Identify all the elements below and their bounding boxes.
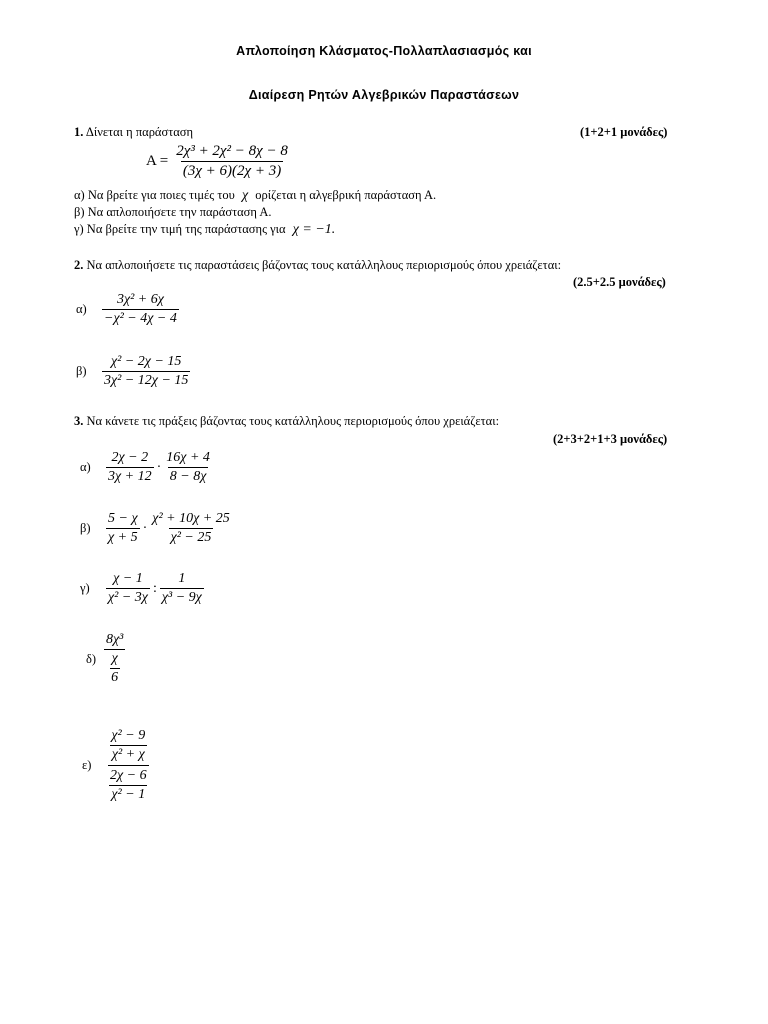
q1-fraction (174, 143, 290, 180)
q3-d-label: δ) (86, 651, 97, 666)
q1-c-pre: γ) Να βρείτε την τιμή της παράστασης για (74, 222, 286, 236)
q1-part-c (74, 222, 335, 238)
q1-denominator: (3χ + 6)(2χ + 3) (182, 163, 282, 179)
q3-d-top: 8χ³ (104, 632, 125, 650)
q1-expression (143, 143, 290, 180)
q2-a-numerator: 3χ² + 6χ (116, 292, 164, 307)
q3-b-operator: · (142, 520, 148, 536)
q3-b-fraction-2 (150, 511, 231, 546)
q3-item-e (82, 728, 149, 803)
q3-c-f2-numerator: 1 (178, 571, 186, 586)
q3-c-operator: : (152, 580, 157, 596)
q3-item-b (80, 511, 232, 546)
q2-a-label: α) (76, 302, 87, 316)
q3-statement (74, 414, 499, 429)
q3-e-upper-numerator: χ² − 9 (111, 728, 146, 743)
q3-e-label: ε) (82, 758, 92, 772)
q3-a-f2-denominator: 8 − 8χ (169, 469, 207, 484)
q1-part-b: β) Να απλοποιήσετε την παράσταση Α. (74, 205, 272, 219)
q3-b-f1-denominator: χ + 5 (108, 530, 138, 545)
q3-text: Να κάνετε τις πράξεις βάζοντας τους κατάλληλους περιορισμούς όπου χρειάζεται: (86, 414, 500, 428)
q3-b-f2-numerator: χ² + 10χ + 25 (152, 511, 230, 526)
q3-b-fraction-1 (106, 511, 140, 546)
q3-a-label: α) (80, 460, 91, 474)
q2-statement (74, 258, 561, 273)
q1-text: Δίνεται η παράσταση (85, 125, 194, 139)
q3-a-f2-numerator: 16χ + 4 (166, 450, 210, 465)
q3-e-upper-denominator: χ² + χ (111, 747, 145, 762)
q2-a-denominator: −χ² − 4χ − 4 (104, 311, 177, 326)
q1-a-var: χ (241, 188, 249, 203)
q3-item-d (86, 632, 125, 686)
q3-c-label: γ) (80, 581, 90, 595)
q1-number: 1. (74, 125, 84, 139)
q3-d-bottom: 6 (111, 670, 119, 685)
q3-item-a (80, 450, 212, 485)
q1-statement (74, 125, 193, 140)
q2-a-fraction (102, 292, 179, 327)
q3-d-middle: χ (110, 650, 120, 669)
q3-a-fraction-2 (164, 450, 212, 485)
q3-number: 3. (74, 414, 84, 428)
q2-item-a (76, 292, 179, 327)
q3-a-fraction-1 (106, 450, 154, 485)
q2-b-fraction (102, 354, 190, 389)
q2-b-numerator: χ² − 2χ − 15 (111, 354, 182, 369)
q3-points: (2+3+2+1+3 μονάδες) (553, 432, 668, 446)
q2-text: Να απλοποιήσετε τις παραστάσεις βάζοντας τους κατάλληλους περιορισμούς όπου χρειάζεται: (86, 258, 562, 272)
q1-points: (1+2+1 μονάδες) (580, 125, 668, 139)
q3-e-upper-fraction (109, 728, 147, 763)
q3-e-lower-numerator: 2χ − 6 (110, 768, 147, 783)
q3-c-f2-denominator: χ³ − 9χ (161, 590, 202, 605)
q3-a-f1-denominator: 3χ + 12 (108, 469, 152, 484)
q3-c-fraction-2 (160, 571, 204, 606)
title-line-2: Διαίρεση Ρητών Αλγεβρικών Παραστάσεων (248, 88, 520, 102)
q1-c-expr: χ = −1. (292, 222, 336, 237)
q1-part-a (74, 188, 436, 204)
q3-e-lower-fraction (108, 768, 149, 803)
q3-b-f1-numerator: 5 − χ (108, 511, 138, 526)
q3-d-complex-fraction (104, 632, 125, 686)
q3-e-complex-fraction (108, 728, 149, 803)
q1-a-post: ορίζεται η αλγεβρική παράσταση Α. (255, 188, 437, 202)
q2-item-b (76, 354, 190, 389)
title-line-1: Απλοποίηση Κλάσματος-Πολλαπλασιασμός και (236, 44, 532, 58)
q2-b-label: β) (76, 364, 87, 378)
q3-item-c (80, 571, 204, 606)
q1-expr-label: Α = (146, 153, 169, 169)
q3-a-f1-numerator: 2χ − 2 (111, 450, 149, 465)
q3-c-f1-denominator: χ² − 3χ (108, 590, 148, 605)
q3-a-operator: · (156, 459, 162, 475)
q3-c-fraction-1 (106, 571, 150, 606)
q3-b-f2-denominator: χ² − 25 (170, 530, 212, 545)
q2-points: (2.5+2.5 μονάδες) (573, 275, 666, 289)
q2-b-denominator: 3χ² − 12χ − 15 (104, 373, 189, 388)
q3-e-main-fraction-bar (108, 765, 149, 766)
q3-c-f1-numerator: χ − 1 (113, 571, 143, 586)
q1-a-pre: α) Να βρείτε για ποιες τιμές του (74, 188, 235, 202)
q2-number: 2. (74, 258, 84, 272)
q1-numerator: 2χ³ + 2χ² − 8χ − 8 (176, 143, 288, 159)
q3-e-lower-denominator: χ² − 1 (111, 787, 146, 802)
q3-b-label: β) (80, 521, 91, 535)
